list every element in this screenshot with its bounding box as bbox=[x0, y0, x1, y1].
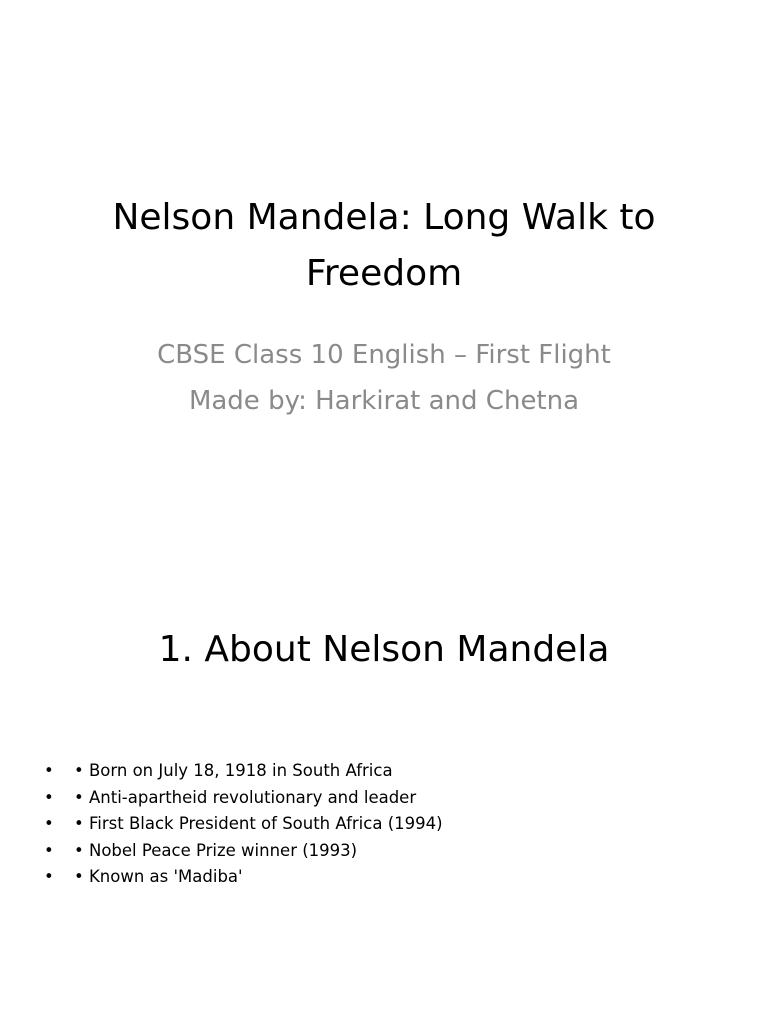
list-item bbox=[44, 758, 443, 785]
bullet-marker: • bbox=[44, 814, 54, 833]
subtitle-line-1: CBSE Class 10 English – First Flight bbox=[157, 340, 611, 370]
title-line-1: Nelson Mandela: Long Walk to bbox=[112, 197, 656, 238]
bullet-text: • First Black President of South Africa (1994) bbox=[74, 814, 443, 833]
bullet-text: • Born on July 18, 1918 in South Africa bbox=[74, 761, 393, 780]
list-item bbox=[44, 811, 443, 838]
slide-2 bbox=[0, 512, 768, 1024]
title-line-2: Freedom bbox=[305, 253, 463, 294]
slide-2-title: 1. About Nelson Mandela bbox=[158, 629, 610, 670]
subtitle-line-2: Made by: Harkirat and Chetna bbox=[188, 386, 580, 416]
bullet-marker: • bbox=[44, 867, 54, 886]
list-item bbox=[44, 838, 443, 865]
slide-1-title bbox=[0, 190, 768, 302]
bullet-text: • Known as 'Madiba' bbox=[74, 867, 243, 886]
list-item bbox=[44, 864, 443, 891]
bullet-text: • Anti-apartheid revolutionary and leader bbox=[74, 787, 417, 807]
list-item bbox=[44, 785, 443, 812]
bullet-text: • Nobel Peace Prize winner (1993) bbox=[74, 840, 358, 860]
slide-1-subtitle bbox=[0, 332, 768, 424]
bullet-marker: • bbox=[44, 840, 54, 860]
bullet-marker: • bbox=[44, 761, 54, 780]
bullet-list bbox=[44, 758, 443, 891]
bullet-marker: • bbox=[44, 787, 54, 807]
